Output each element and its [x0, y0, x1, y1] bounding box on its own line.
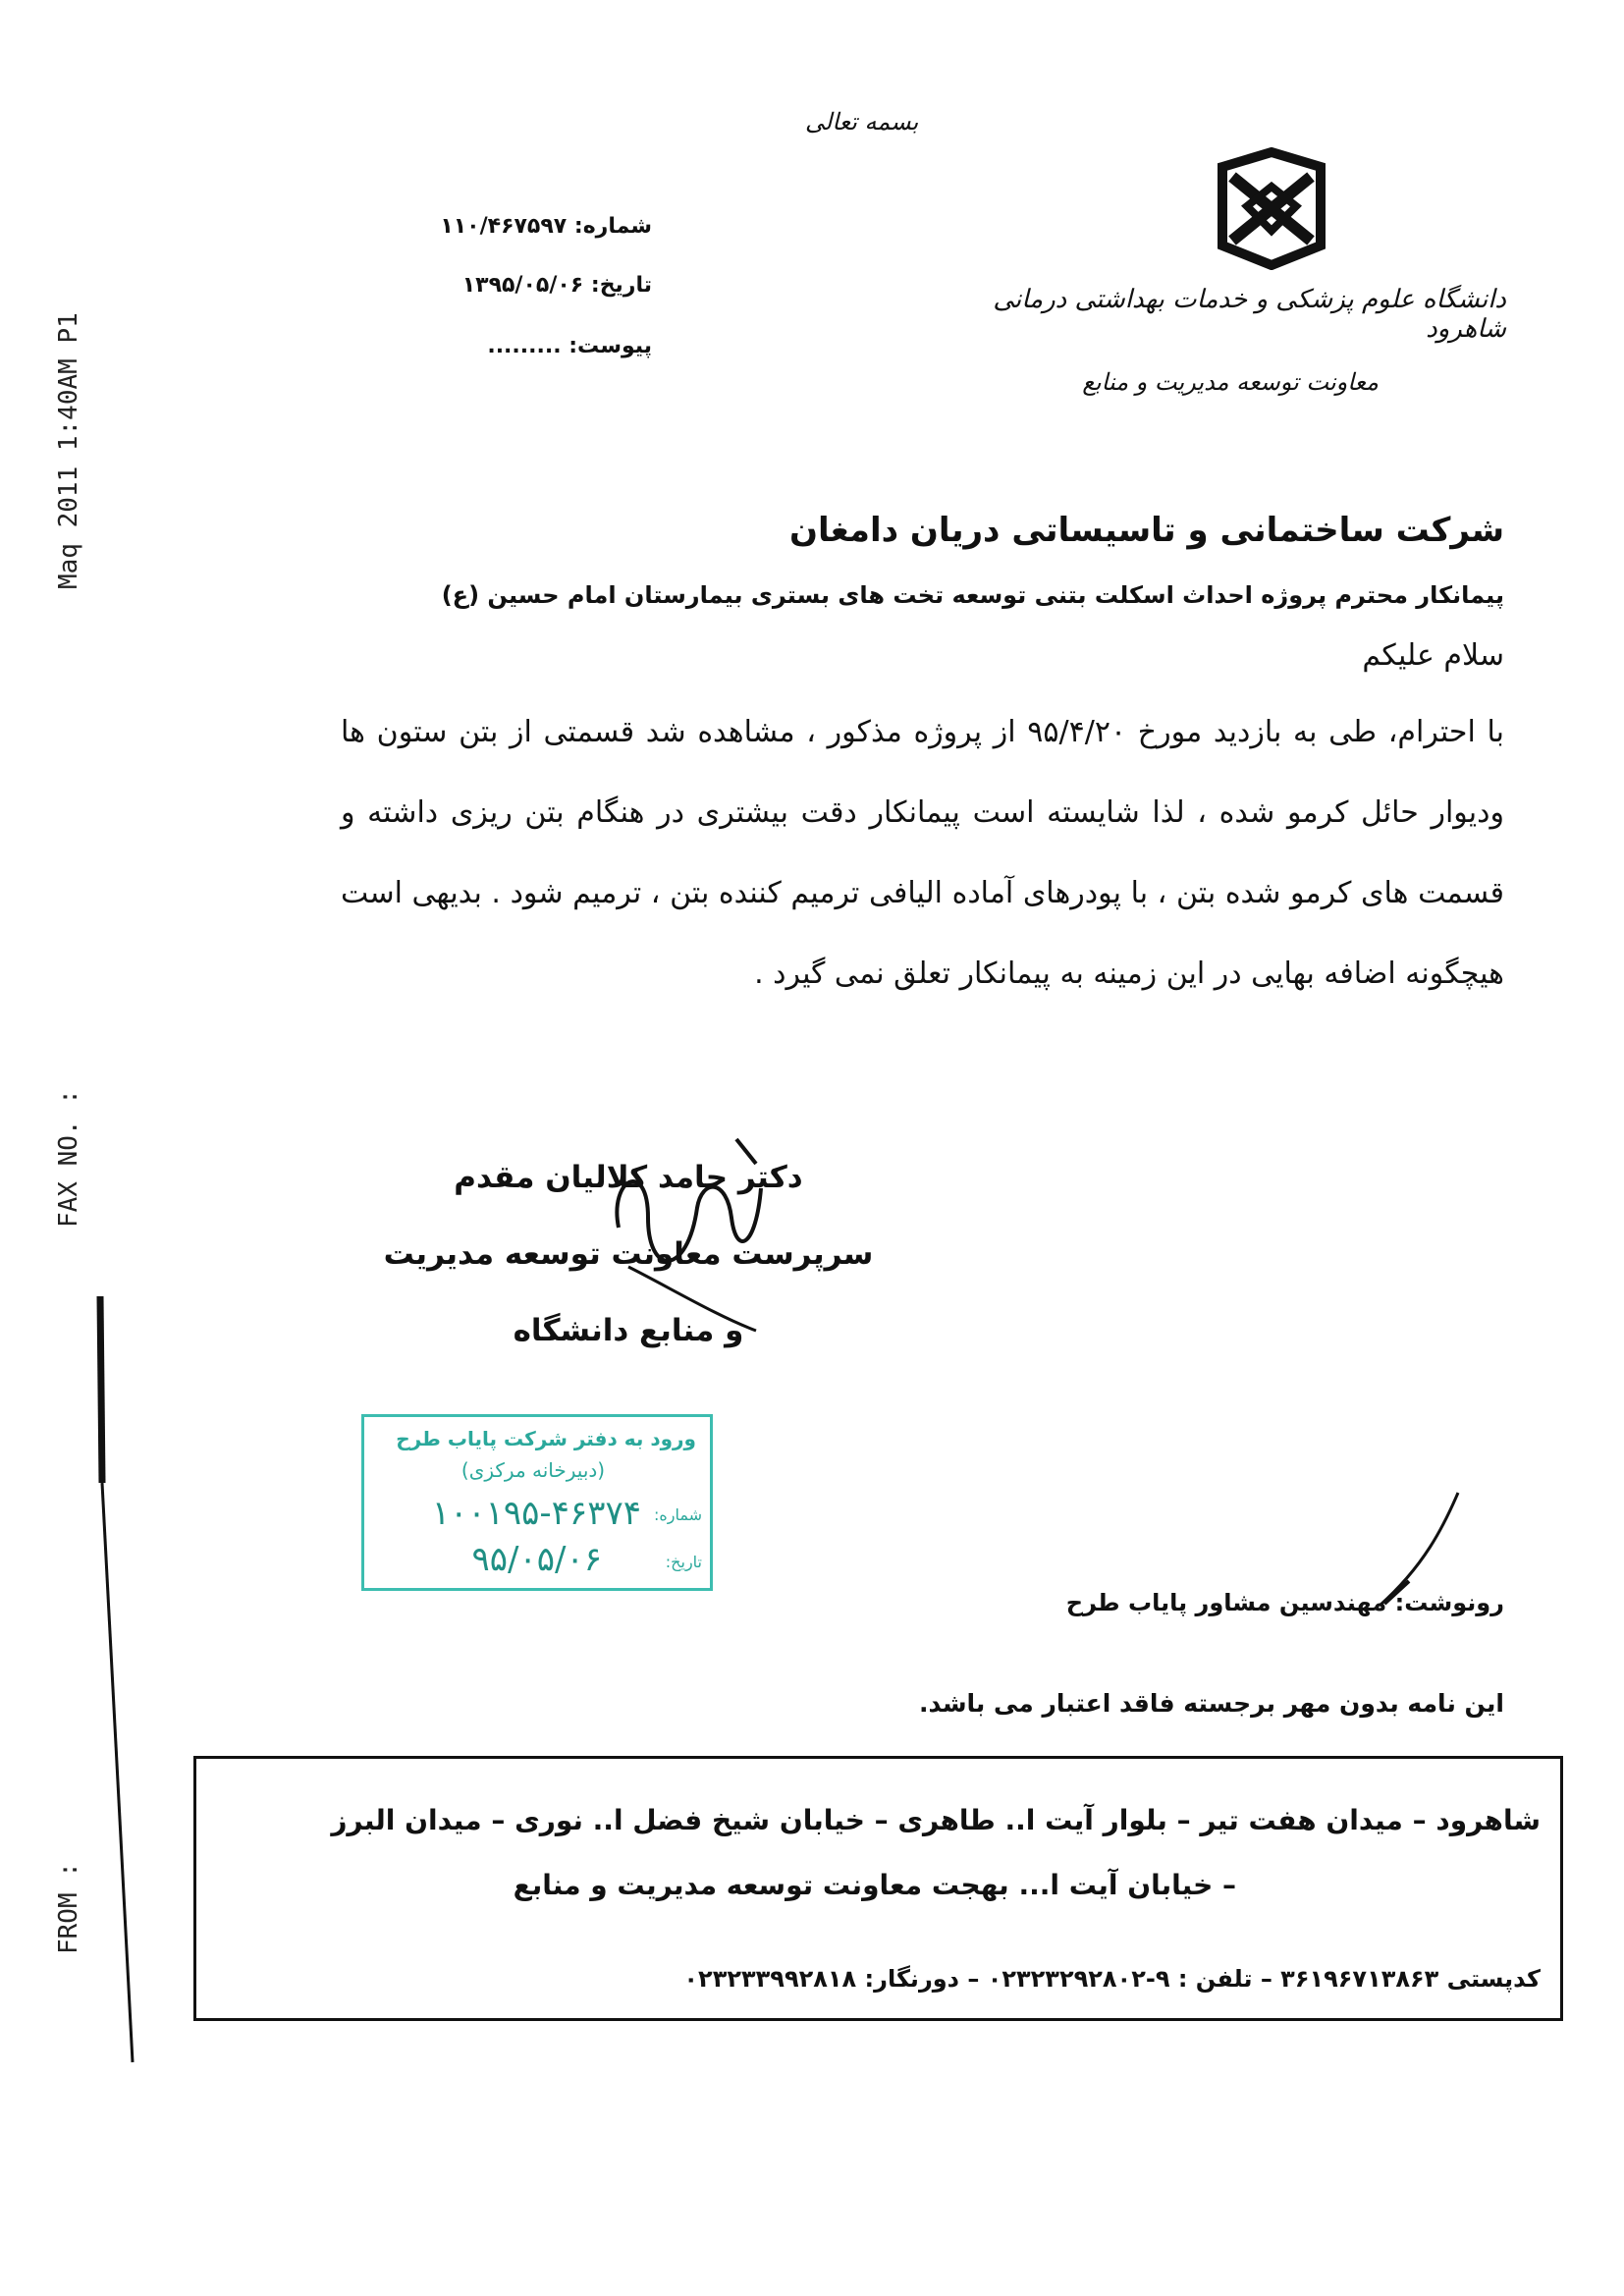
letter-body: با احترام، طی به بازدید مورخ ۹۵/۴/۲۰ از پروژه مذکور ، مشاهده شد قسمتی از بتن ستون ها ودیوار حائل کرمو شده ، لذا شایسته است پیمانکار دقت بیشتری در هنگام بتن ریزی داشته و قسمت های کرمو شده بتن ، با پودرهای آماده الیافی ترمیم کننده بتن ، ترمیم شود . بدیهی است هیچگونه اضافه بهایی در این زمینه به پیمانکار تعلق نمی گیرد .	[341, 715, 1505, 991]
basmala-heading: بسمه تعالی	[805, 108, 919, 136]
signatory-title-2: و منابع دانشگاه	[513, 1313, 744, 1348]
letter-date-label: تاریخ:	[590, 273, 652, 298]
fax-date-time: Maq 2011 1:40AM P1	[54, 312, 83, 589]
letter-number-label: شماره:	[573, 214, 652, 239]
university-name: دانشگاه علوم پزشکی و خدمات بهداشتی درمانی شاهرود	[993, 285, 1506, 344]
recipient-company: شرکت ساختمانی و تاسیساتی دریان دامغان	[788, 511, 1504, 550]
stamp-date-label: تاریخ:	[665, 1553, 702, 1571]
stamp-date-value: ۹۵/۰۵/۰۶	[471, 1540, 602, 1579]
validity-note: این نامه بدون مهر برجسته فاقد اعتبار می باشد.	[919, 1689, 1504, 1718]
letter-attachment-field	[279, 334, 652, 358]
handwritten-signature	[589, 1120, 785, 1336]
footer-address-box	[193, 1756, 1563, 2021]
letter-number-value: ۱۱۰/۴۶۷۵۹۷	[440, 214, 568, 239]
letter-attachment-value: .........	[487, 334, 562, 358]
stamp-title: ورود به دفتر شرکت پایاب طرح	[396, 1427, 696, 1450]
deputy-name: معاونت توسعه مدیریت و منابع	[1082, 368, 1379, 396]
letter-attachment-label: پیوست:	[568, 334, 652, 358]
footer-address-line-2: – خیابان آیت ا... بهجت معاونت توسعه مدیریت و منابع	[513, 1869, 1236, 1901]
footer-address-line-1: شاهرود – میدان هفت تیر – بلوار آیت ا.. طاهری – خیابان شیخ فضل ا.. نوری – میدان البرز	[331, 1804, 1541, 1836]
signatory-name: دکتر حامد کلالیان مقدم	[454, 1160, 803, 1195]
fax-from-label: FROM :	[54, 1862, 83, 1954]
signatory-title: سرپرست معاونت توسعه مدیریت	[383, 1236, 874, 1272]
greeting: سلام علیکم	[1362, 638, 1504, 673]
stamp-number-value: ۱۰۰۱۹۵-۴۶۳۷۴	[431, 1494, 641, 1533]
stamp-subtitle: (دبیرخانه مرکزی)	[460, 1458, 606, 1482]
footer-contact-line: کدپستی ۳۶۱۹۶۷۱۳۸۶۳ – تلفن : ۹-۰۲۳۲۳۲۹۲۸۰۲ – دورنگار: ۰۲۳۲۳۳۹۹۲۸۱۸	[683, 1965, 1541, 1993]
university-logo	[1208, 147, 1335, 270]
margin-line	[88, 1286, 147, 2072]
letter-date-value: ۱۳۹۵/۰۵/۰۶	[461, 273, 584, 298]
recipient-project: پیمانکار محترم پروژه احداث اسکلت بتنی توسعه تخت های بستری بیمارستان امام حسین (ع)	[441, 581, 1504, 609]
carbon-copy-line: رونوشت: مهندسین مشاور پایاب طرح	[1065, 1589, 1504, 1616]
fax-number-label: FAX NO. :	[54, 1089, 83, 1228]
university-logo-icon	[1208, 147, 1335, 270]
letter-number-field	[279, 214, 652, 239]
receipt-stamp	[361, 1414, 713, 1591]
stamp-number-label: شماره:	[653, 1505, 702, 1524]
letter-date-field	[279, 273, 652, 298]
